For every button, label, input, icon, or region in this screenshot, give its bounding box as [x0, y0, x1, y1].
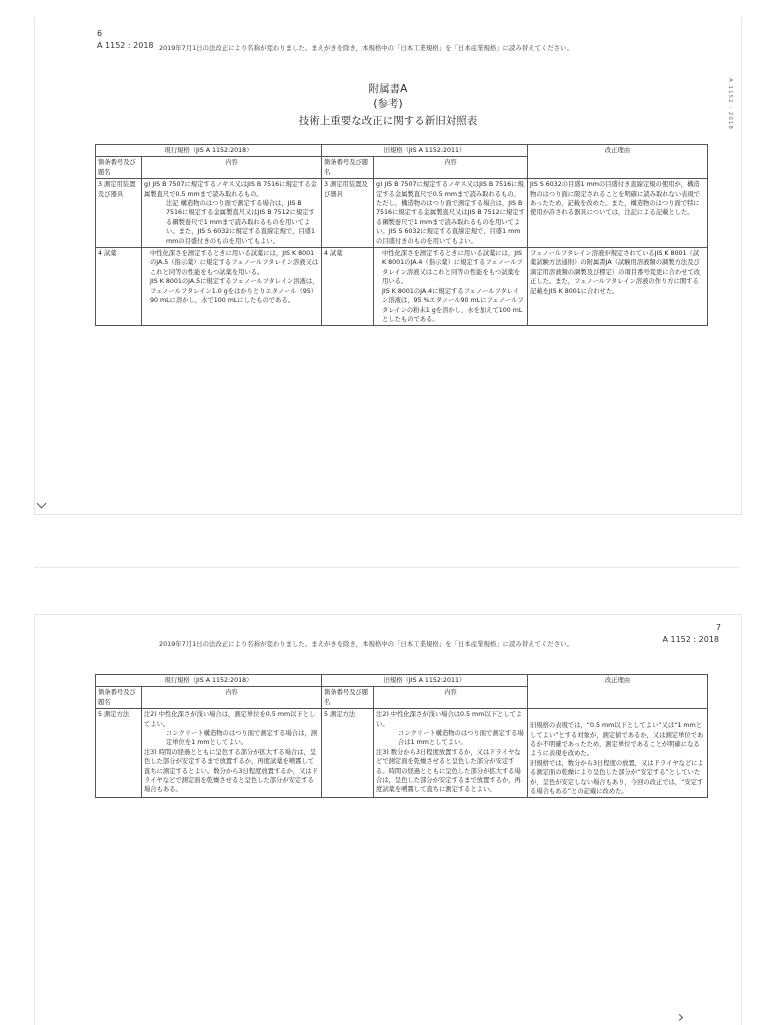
paragraph: g) JIS B 7507に規定するノギス又はJIS B 7516に規定する金属製直尺で0.5 mmまで読み取れるもの。 — [144, 181, 317, 198]
reason-text: フェノールフタレイン溶液が規定されているJIS K 8001（試薬試験方法通則）の附属書JA（試験用溶液類の調製方法及び滴定用溶液類の調製及び標定）の項目番号変更に合わせて改正した。また，フェノールフタレイン溶液の作り方に関する記載をJIS K 8001に合わせた。 — [528, 248, 708, 326]
current-content — [142, 709, 322, 798]
renaming-notice: 2019年7月1日の法改正により名称が変わりました。まえがきを除き，本規格中の「日本工業規格」を「日本産業規格」に読み替えてください。 — [159, 640, 573, 648]
header-content: 内容 — [374, 157, 528, 179]
comparison-table — [95, 144, 708, 326]
note: コンクリート構造物のはつり面で測定する場合は1 mmとしてよい。 — [398, 730, 524, 747]
table-row — [96, 179, 708, 248]
current-content — [142, 179, 322, 248]
header-content: 内容 — [374, 687, 528, 709]
annex-informative-label: (参考) — [373, 98, 403, 110]
old-clause: 3 測定用装置及び器具 — [322, 179, 374, 248]
table-row — [96, 248, 708, 326]
page-number: 7 — [715, 623, 721, 632]
header-old-standard: 旧規格（JIS A 1152:2011） — [322, 675, 528, 687]
header-content: 内容 — [142, 687, 322, 709]
renaming-notice: 2019年7月1日の法改正により名称が変わりました。まえがきを除き，本規格中の「日本工業規格」を「日本産業規格」に読み替えてください。 — [159, 44, 573, 52]
paragraph: 中性化深さを測定するときに用いる試薬には，JIS K 8001のJA.4（指示薬）に規定するフェノールフタレイン溶液又はこれと同等の性能をもつ試薬を用いる。 — [382, 250, 523, 286]
old-clause: 4 試薬 — [322, 248, 374, 326]
note: 注3) 時間の経過とともに呈色する部分が拡大する場合は，呈色した部分が安定するまで放置するか，再度試薬を噴霧して直ちに測定するとよい。数分から3日程度放置するか，又はドライヤなどで測定面を乾燥させると呈色した部分が安定する場合もある。 — [144, 748, 319, 794]
note: 注記 構造物のはつり面で測定する場合は，JIS B 7516に規定する金属製直尺又はJIS B 7512に規定する鋼製巻尺で1 mmまで読み取れるものを用いてよい。また，JIS S 6032に規定する直線定規で，目盛1 mmの目盛付きのものを用いてもよい。 — [166, 200, 315, 245]
header-reason: 改正理由 — [528, 145, 708, 179]
note: 注3) 数分から3日程度放置するか，又はドライヤなどで測定面を乾燥させると呈色した部分が安定する。時間の経過とともに呈色した部分が拡大する場合は，呈色した部分が安定するまで放置するか，再度試薬を噴霧して直ちに測定するとよい。 — [376, 748, 521, 794]
old-clause: 5 測定方法 — [322, 709, 374, 798]
header-reason: 改正理由 — [528, 675, 708, 709]
annex-subject: 技術上重要な改正に関する新旧対照表 — [298, 115, 478, 127]
standard-number: A 1152 : 2018 — [97, 41, 154, 50]
annex-title: 附属書A — [368, 83, 408, 95]
current-clause: 5 測定方法 — [96, 709, 142, 798]
header-content: 内容 — [142, 157, 322, 179]
header-clause: 箇条番号及び題名 — [96, 687, 142, 709]
paragraph: 中性化深さを測定するときに用いる試薬には，JIS K 8001のJA.5（指示薬）に規定するフェノールフタレイン溶液又はこれと同等の性能をもつ試薬を用いる。 — [150, 250, 319, 276]
paragraph: JIS K 8001のJA.4に規定するフェノールフタレイン溶液は，95 %エタノール90 mLにフェノールフタレインの粉末1 gを溶かし，水を加えて100 mLとしたものである。 — [382, 287, 524, 323]
current-clause: 4 試薬 — [96, 248, 142, 326]
note: コンクリート構造物のはつり面で測定する場合は，測定単位を1 mmとしてよい。 — [166, 730, 317, 747]
reason-text: 旧規格の表現では，“0.5 mm以下としてよい”又は“1 mmとしてよい”とする対象が，測定値であるか，又は測定単位であるか不明確であったため，測定単位であることが明確になるように表現を改めた。 旧規格では，数分から3日程度の放置，又はドライヤなどによる測定面の乾燥により呈色した部分が“安定する”としていたが，呈色が安定しない場合もあり，今回の改正では，“安定する場合もある”との記載に改めた。 — [528, 709, 708, 798]
current-content — [142, 248, 322, 326]
note: 注2) 中性化深さが浅い場合は，測定単位を0.5 mm以下としてよい。 — [144, 711, 316, 728]
paragraph: JIS K 8001のJA.5に規定するフェノールフタレイン溶液は，フェノールフタレイン1.0 gをはかりとりエタノール（95）90 mLに溶かし，水で100 mLにしたものである。 — [150, 278, 319, 305]
comparison-table — [95, 674, 708, 798]
table-row — [96, 709, 708, 798]
page-number: 6 — [97, 29, 103, 38]
header-clause: 箇条番号及び題名 — [322, 687, 374, 709]
document-page-6 — [34, 18, 742, 515]
note: 注2) 中性化深さが浅い場合は0.5 mm以下としてよい。 — [376, 711, 523, 728]
old-content — [374, 248, 528, 326]
current-clause: 3 測定用装置及び器具 — [96, 179, 142, 248]
header-old-standard: 旧規格（JIS A 1152:2011） — [322, 145, 528, 157]
header-clause: 箇条番号及び題名 — [96, 157, 142, 179]
header-clause: 箇条番号及び題名 — [322, 157, 374, 179]
header-current-standard: 現行規格（JIS A 1152:2018） — [96, 145, 322, 157]
old-content — [374, 709, 528, 798]
page-gap-divider — [34, 567, 740, 568]
document-page-7 — [34, 614, 742, 1025]
reason-text: JIS S 6032の目盛1 mmの目盛付き直線定規の使用が，構造物のはつり面に限定されることを明確に読み取れない表現であったため，記載を改めた。また，構造物のはつり面で特に使用が許される器具については，注記による記載とした。 — [528, 179, 708, 248]
paragraph: g) JIS B 7507に規定するノギス又はJIS B 7516に規定する金属製直尺で0.5 mmまで読み取れるもの。ただし，構造物のはつり面で測定する場合は，JIS B 7516に規定する金属製直尺又はJIS B 7512に規定する鋼製巻尺で1 mmまで読み取れるものを用いてよい。JIS S 6032に規定する直線定規で，目盛1 mmの目盛付きのものを用いてもよい。 — [376, 181, 525, 245]
side-standard-number: A 1152 : 2018 — [727, 78, 733, 130]
standard-number: A 1152 : 2018 — [662, 635, 719, 644]
header-current-standard: 現行規格（JIS A 1152:2018） — [96, 675, 322, 687]
old-content — [374, 179, 528, 248]
